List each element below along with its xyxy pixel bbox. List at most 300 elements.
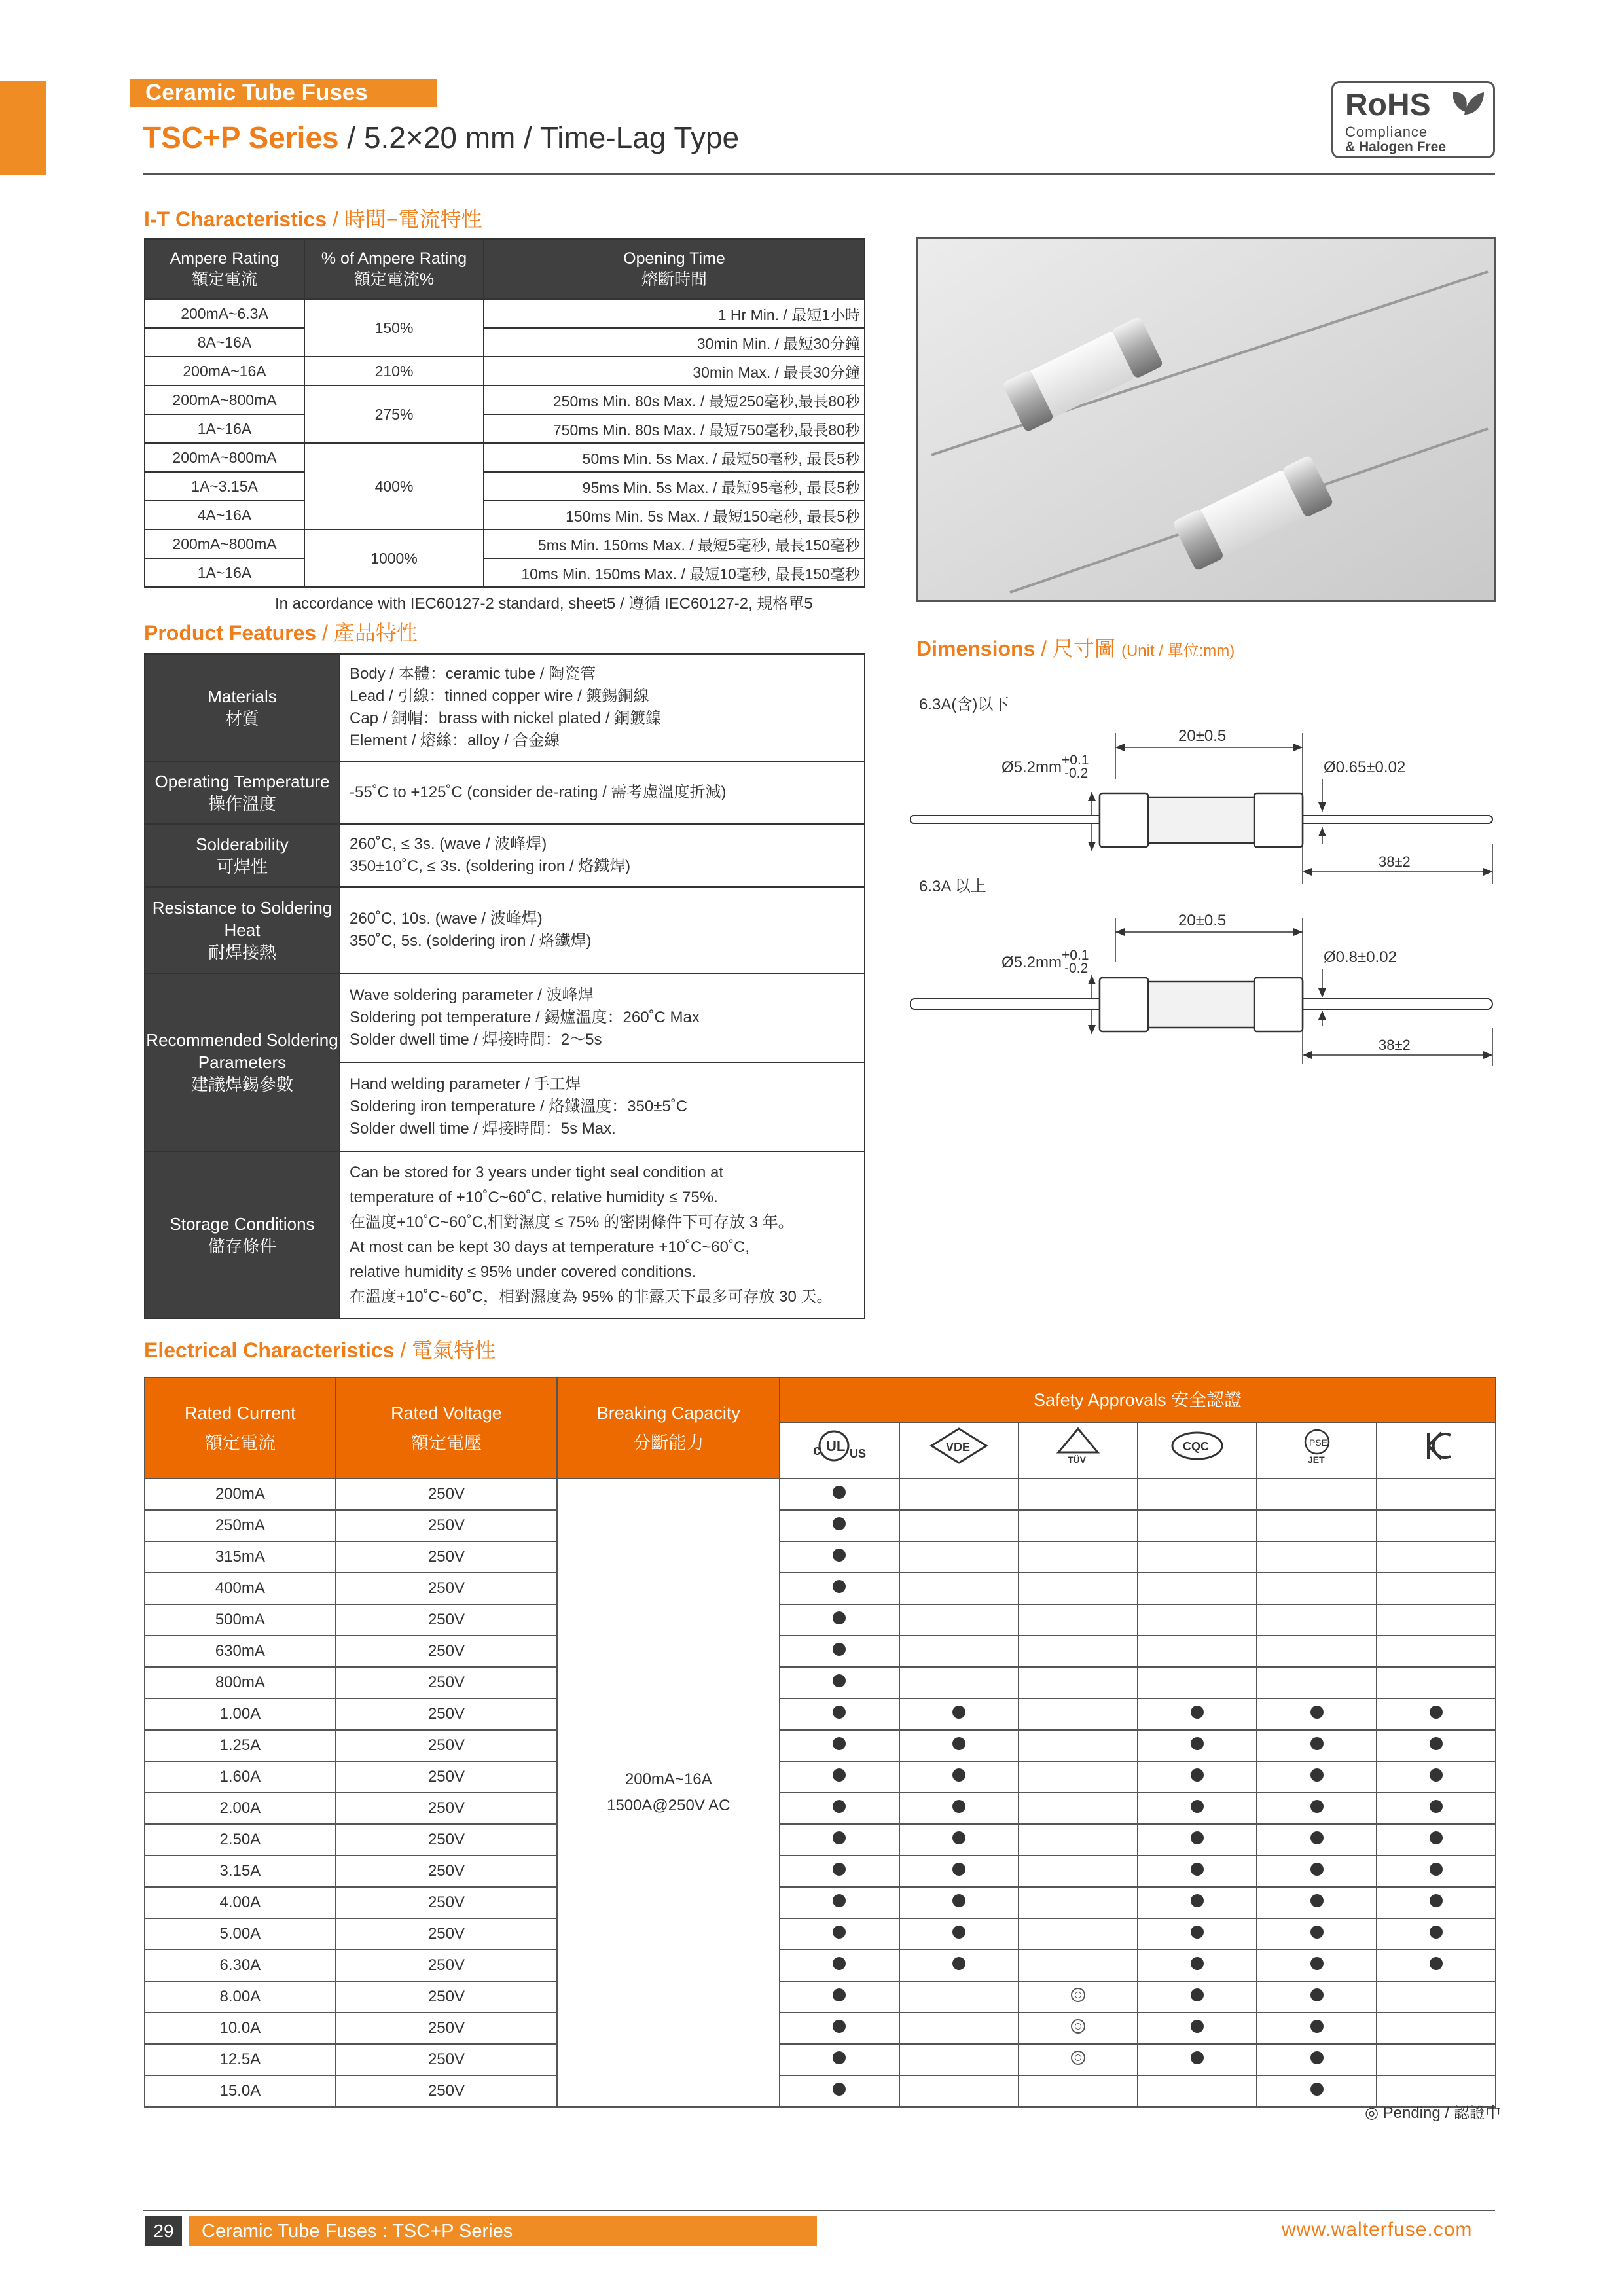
approved-dot-icon	[1191, 1894, 1204, 1907]
approval-cell	[899, 1604, 1019, 1636]
approval-cell	[1377, 1856, 1496, 1887]
approval-cell	[780, 1479, 899, 1510]
approved-dot-icon	[833, 1580, 846, 1593]
pending-icon	[1071, 2051, 1085, 2065]
svg-text:TÜV: TÜV	[1067, 1454, 1086, 1465]
approval-cell	[1019, 1479, 1138, 1510]
approval-cell	[899, 1698, 1019, 1730]
dim2-body-dia: Ø5.2mm	[1001, 954, 1062, 971]
ec-header-breaking: Breaking Capacity 分斷能力	[557, 1378, 780, 1479]
rated-current: 800mA	[145, 1667, 336, 1698]
approved-dot-icon	[1430, 1863, 1443, 1876]
approval-cell	[899, 1541, 1019, 1573]
table-row: 200mA~800mA 275% 250ms Min. 80s Max. / 最短250毫秒,最長80秒	[145, 386, 865, 414]
footer-rule	[143, 2210, 1495, 2211]
approval-cell	[780, 1541, 899, 1573]
rated-voltage: 250V	[336, 2044, 558, 2075]
approval-cell	[1019, 1856, 1138, 1887]
approved-dot-icon	[952, 1863, 965, 1876]
approval-cell	[1377, 1604, 1496, 1636]
table-row	[145, 2013, 1496, 2044]
approval-cell	[1257, 1887, 1376, 1918]
approval-cell	[1138, 1730, 1257, 1761]
approved-dot-icon	[952, 1957, 965, 1970]
rohs-badge	[1331, 81, 1495, 158]
approved-dot-icon	[833, 1486, 846, 1499]
approved-dot-icon	[1191, 1831, 1204, 1844]
rated-current: 1.60A	[145, 1761, 336, 1793]
approval-cell	[1257, 1698, 1376, 1730]
approval-cell	[1138, 1793, 1257, 1824]
table-row	[145, 2044, 1496, 2075]
approved-dot-icon	[833, 1863, 846, 1876]
approval-cell	[1377, 1667, 1496, 1698]
approved-dot-icon	[1191, 2051, 1204, 2064]
approval-cell	[1257, 1824, 1376, 1856]
table-row	[145, 1761, 1496, 1793]
approval-cell	[1019, 1761, 1138, 1793]
table-row	[145, 1981, 1496, 2013]
approval-cell	[780, 1730, 899, 1761]
approved-dot-icon	[833, 1768, 846, 1782]
approved-dot-icon	[1430, 1957, 1443, 1970]
electrical-section-title: Electrical Characteristics / 電氣特性	[144, 1338, 496, 1362]
rated-voltage: 250V	[336, 1573, 558, 1604]
rated-current: 250mA	[145, 1510, 336, 1541]
rated-current: 8.00A	[145, 1981, 336, 2013]
approved-dot-icon	[1430, 1768, 1443, 1782]
approval-cell	[1257, 1510, 1376, 1541]
approval-cell	[780, 1667, 899, 1698]
approval-cell	[1019, 1573, 1138, 1604]
approved-dot-icon	[1430, 1926, 1443, 1939]
approval-cell	[1138, 1698, 1257, 1730]
dim1-body-dia: Ø5.2mm	[1001, 759, 1062, 776]
svg-text:UL: UL	[826, 1438, 846, 1454]
pending-icon	[1071, 1988, 1085, 2002]
approval-cell	[1257, 1918, 1376, 1950]
svg-text:US: US	[850, 1447, 867, 1460]
approval-cell	[1257, 1541, 1376, 1573]
table-row: 200mA~800mA 400% 50ms Min. 5s Max. / 最短50毫秒, 最長5秒	[145, 443, 865, 472]
header-rule	[143, 173, 1495, 175]
it-section-title: I-T Characteristics / 時間−電流特性	[144, 207, 482, 231]
approval-cell	[899, 1793, 1019, 1824]
approval-cell	[1377, 2013, 1496, 2044]
approval-cell	[1257, 1793, 1376, 1824]
approval-cell	[1257, 1636, 1376, 1667]
approval-cell	[899, 2044, 1019, 2075]
approval-cell	[1377, 1950, 1496, 1981]
approval-cell	[780, 2044, 899, 2075]
product-photo	[916, 237, 1496, 602]
rated-voltage: 250V	[336, 1698, 558, 1730]
approval-cell	[1138, 1918, 1257, 1950]
approval-cell	[899, 1887, 1019, 1918]
approval-cell	[1138, 1856, 1257, 1887]
approval-cell	[899, 1918, 1019, 1950]
side-tab	[0, 81, 46, 175]
table-row	[145, 1604, 1496, 1636]
table-row: 1A~3.15A 95ms Min. 5s Max. / 最短95毫秒, 最長5秒	[145, 472, 865, 501]
cul-icon	[806, 1426, 872, 1465]
table-row: 200mA~16A 210% 30min Max. / 最長30分鐘	[145, 357, 865, 386]
approved-dot-icon	[833, 1737, 846, 1750]
features-section-title: Product Features / 產品特性	[144, 621, 418, 645]
approval-cell	[1377, 1761, 1496, 1793]
approval-cell	[899, 1479, 1019, 1510]
rated-voltage: 250V	[336, 1730, 558, 1761]
approval-cell	[1257, 1604, 1376, 1636]
table-row: Resistance to Soldering Heat 耐焊接熱 260˚C, 10s. (wave / 波峰焊) 350˚C, 5s. (soldering iron / 烙鐵焊)	[145, 887, 865, 973]
dim1-tol-minus: -0.2	[1064, 766, 1089, 781]
approved-dot-icon	[833, 2051, 846, 2064]
dim2-lead-len: 38±2	[1379, 1037, 1411, 1053]
approved-dot-icon	[1310, 2083, 1324, 2096]
approval-cell	[1019, 1793, 1138, 1824]
approval-cell	[1257, 1761, 1376, 1793]
rated-voltage: 250V	[336, 1981, 558, 2013]
rated-voltage: 250V	[336, 1793, 558, 1824]
table-row: 1A~16A 750ms Min. 80s Max. / 最短750毫秒,最長80秒	[145, 414, 865, 443]
approval-cell	[1138, 1667, 1257, 1698]
approval-cell	[780, 1573, 899, 1604]
table-row: Materials 材質 Body / 本體：ceramic tube / 陶瓷管 Lead / 引線：tinned copper wire / 鍍錫銅線 Cap / 銅帽：brass with nickel plated / 銅鍍鎳 Element / 熔絲：alloy / 合金線	[145, 654, 865, 761]
approval-cell	[899, 1761, 1019, 1793]
approved-dot-icon	[833, 1957, 846, 1970]
table-row	[145, 1918, 1496, 1950]
svg-text:PSE: PSE	[1308, 1437, 1327, 1448]
approval-cell	[780, 1761, 899, 1793]
it-note: In accordance with IEC60127-2 standard, sheet5 / 遵循 IEC60127-2, 規格單5	[275, 595, 813, 613]
approval-cell	[780, 1698, 899, 1730]
table-row: 1A~16A 10ms Min. 150ms Max. / 最短10毫秒, 最長150毫秒	[145, 558, 865, 587]
rated-voltage: 250V	[336, 1856, 558, 1887]
table-row	[145, 1667, 1496, 1698]
kc-icon	[1403, 1426, 1469, 1465]
approval-cell	[1138, 1761, 1257, 1793]
rated-current: 10.0A	[145, 2013, 336, 2044]
approval-cell	[1377, 1887, 1496, 1918]
approval-cell	[1257, 1950, 1376, 1981]
it-header-time: Opening Time 熔斷時間	[484, 239, 865, 299]
rated-current: 630mA	[145, 1636, 336, 1667]
approval-cell	[1257, 1479, 1376, 1510]
rated-current: 400mA	[145, 1573, 336, 1604]
approval-cell	[1019, 1918, 1138, 1950]
rated-current: 200mA	[145, 1479, 336, 1510]
series-subtitle: / 5.2×20 mm / Time-Lag Type	[338, 120, 740, 154]
table-row	[145, 1698, 1496, 1730]
rated-voltage: 250V	[336, 1824, 558, 1856]
approval-cell	[780, 1887, 899, 1918]
page-title	[143, 118, 739, 157]
approval-cell	[899, 1950, 1019, 1981]
approval-cell	[899, 1730, 1019, 1761]
table-row: Recommended Soldering Parameters 建議焊錫參數 Wave soldering parameter / 波峰焊 Soldering pot temperature / 錫爐溫度：260˚C Max Solder dwell time / 焊接時間：2～5s	[145, 973, 865, 1062]
approval-cell	[1377, 1510, 1496, 1541]
approved-dot-icon	[833, 1800, 846, 1813]
approval-cell	[780, 1824, 899, 1856]
table-row	[145, 1950, 1496, 1981]
approval-cell	[780, 1793, 899, 1824]
approval-cell	[1377, 1981, 1496, 2013]
approved-dot-icon	[1430, 1800, 1443, 1813]
approval-cell	[1138, 1510, 1257, 1541]
series-name: TSC+P Series	[143, 120, 339, 154]
approval-cell	[1138, 1981, 1257, 2013]
it-table	[144, 238, 865, 588]
pending-note: ◎ Pending / 認證中	[1365, 2104, 1501, 2122]
table-row	[145, 1887, 1496, 1918]
approval-cell	[1377, 1918, 1496, 1950]
rated-voltage: 250V	[336, 1636, 558, 1667]
approval-cell	[1019, 1887, 1138, 1918]
rohs-compliance: Compliance	[1345, 124, 1428, 140]
approval-cell	[1019, 1667, 1138, 1698]
approval-cell	[1138, 1636, 1257, 1667]
it-header-pct: % of Ampere Rating 額定電流%	[304, 239, 484, 299]
dim1-lead-len: 38±2	[1379, 853, 1411, 870]
table-row	[145, 1856, 1496, 1887]
vde-logo	[899, 1422, 1019, 1479]
rated-current: 2.50A	[145, 1824, 336, 1856]
approval-cell	[1019, 1698, 1138, 1730]
approval-cell	[1019, 2075, 1138, 2107]
rohs-halogen: & Halogen Free	[1345, 139, 1447, 154]
approved-dot-icon	[1191, 1737, 1204, 1750]
approved-dot-icon	[833, 1549, 846, 1562]
dim2-lead-dia: Ø0.8±0.02	[1324, 948, 1397, 966]
rated-voltage: 250V	[336, 1510, 558, 1541]
rated-voltage: 250V	[336, 1761, 558, 1793]
cqc-icon	[1164, 1426, 1230, 1465]
approval-cell	[1377, 1793, 1496, 1824]
approval-cell	[1019, 1730, 1138, 1761]
dim2-label: 6.3A 以上	[919, 878, 986, 895]
rated-voltage: 250V	[336, 1479, 558, 1510]
approved-dot-icon	[833, 1926, 846, 1939]
approval-cell	[899, 1510, 1019, 1541]
cul-logo	[780, 1422, 899, 1479]
approved-dot-icon	[833, 1611, 846, 1624]
table-row	[145, 2075, 1496, 2107]
approval-cell	[899, 1856, 1019, 1887]
rated-current: 500mA	[145, 1604, 336, 1636]
rated-current: 4.00A	[145, 1887, 336, 1918]
ec-header-safety: Safety Approvals 安全認證	[780, 1378, 1496, 1422]
approval-cell	[1377, 2044, 1496, 2075]
approval-cell	[1019, 1950, 1138, 1981]
rated-current: 315mA	[145, 1541, 336, 1573]
rated-voltage: 250V	[336, 1887, 558, 1918]
cqc-logo	[1138, 1422, 1257, 1479]
approval-cell	[1019, 1824, 1138, 1856]
approved-dot-icon	[1310, 1800, 1324, 1813]
approval-cell	[1257, 2075, 1376, 2107]
rated-current: 1.00A	[145, 1698, 336, 1730]
dim1-tol-plus: +0.1	[1062, 753, 1089, 768]
approved-dot-icon	[1191, 1957, 1204, 1970]
it-header-amp: Ampere Rating 額定電流	[145, 239, 304, 299]
approval-cell	[899, 1636, 1019, 1667]
approved-dot-icon	[1430, 1706, 1443, 1719]
approved-dot-icon	[952, 1768, 965, 1782]
table-row	[145, 1510, 1496, 1541]
approval-cell	[1019, 1604, 1138, 1636]
approved-dot-icon	[833, 1643, 846, 1656]
approval-cell	[1138, 1824, 1257, 1856]
approval-cell	[1377, 1698, 1496, 1730]
approval-cell	[1138, 1573, 1257, 1604]
approved-dot-icon	[1191, 2020, 1204, 2033]
approved-dot-icon	[1310, 2051, 1324, 2064]
rated-current: 2.00A	[145, 1793, 336, 1824]
footer-url[interactable]: www.walterfuse.com	[1282, 2219, 1473, 2240]
tuv-logo	[1019, 1422, 1138, 1479]
table-row	[145, 1541, 1496, 1573]
approval-cell	[780, 1981, 899, 2013]
approval-cell	[1257, 1856, 1376, 1887]
table-row	[145, 1793, 1496, 1824]
approval-cell	[780, 1510, 899, 1541]
approval-cell	[1138, 1479, 1257, 1510]
dim1-length: 20±0.5	[1178, 727, 1227, 745]
approval-cell	[780, 1918, 899, 1950]
approved-dot-icon	[1191, 1926, 1204, 1939]
approval-cell	[1138, 1950, 1257, 1981]
table-row	[145, 1824, 1496, 1856]
approval-cell	[1138, 2013, 1257, 2044]
rated-current: 6.30A	[145, 1950, 336, 1981]
table-row: 200mA~6.3A 150% 1 Hr Min. / 最短1小時	[145, 299, 865, 328]
approved-dot-icon	[1310, 2020, 1324, 2033]
approved-dot-icon	[1310, 1831, 1324, 1844]
features-table	[144, 653, 865, 1319]
approved-dot-icon	[952, 1706, 965, 1719]
table-row	[145, 1479, 1496, 1510]
rated-voltage: 250V	[336, 1541, 558, 1573]
approved-dot-icon	[1191, 1988, 1204, 2001]
approval-cell	[899, 1981, 1019, 2013]
approval-cell	[1019, 2044, 1138, 2075]
rated-voltage: 250V	[336, 1604, 558, 1636]
approval-cell	[899, 1824, 1019, 1856]
approved-dot-icon	[833, 2083, 846, 2096]
approval-cell	[1257, 1730, 1376, 1761]
approval-cell	[899, 1667, 1019, 1698]
table-row: Solderability 可焊性 260˚C, ≤ 3s. (wave / 波峰焊) 350±10˚C, ≤ 3s. (soldering iron / 烙鐵焊)	[145, 824, 865, 887]
dim2-length: 20±0.5	[1178, 912, 1227, 929]
approved-dot-icon	[833, 1674, 846, 1687]
approved-dot-icon	[1310, 1894, 1324, 1907]
approval-cell	[1377, 1730, 1496, 1761]
rated-voltage: 250V	[336, 2013, 558, 2044]
approval-cell	[1257, 1981, 1376, 2013]
vde-icon	[926, 1426, 992, 1465]
approved-dot-icon	[1310, 1926, 1324, 1939]
table-row: 8A~16A 30min Min. / 最短30分鐘	[145, 328, 865, 357]
approval-cell	[1138, 2044, 1257, 2075]
approved-dot-icon	[1310, 1706, 1324, 1719]
svg-text:c: c	[813, 1442, 821, 1458]
pending-icon	[1071, 2019, 1085, 2034]
ec-header-voltage: Rated Voltage 額定電壓	[336, 1378, 558, 1479]
approved-dot-icon	[833, 2020, 846, 2033]
approval-cell	[1138, 1887, 1257, 1918]
approved-dot-icon	[1191, 1863, 1204, 1876]
approval-cell	[899, 2013, 1019, 2044]
approved-dot-icon	[833, 1894, 846, 1907]
rated-current: 1.25A	[145, 1730, 336, 1761]
table-row	[145, 1636, 1496, 1667]
approved-dot-icon	[952, 1894, 965, 1907]
approved-dot-icon	[1430, 1737, 1443, 1750]
approval-cell	[1138, 1541, 1257, 1573]
approval-cell	[1377, 1541, 1496, 1573]
approval-cell	[1019, 1510, 1138, 1541]
pse-icon	[1284, 1426, 1350, 1465]
rated-voltage: 250V	[336, 1950, 558, 1981]
table-row	[145, 1730, 1496, 1761]
approval-cell	[780, 2013, 899, 2044]
rated-voltage: 250V	[336, 1667, 558, 1698]
approval-cell	[1377, 1824, 1496, 1856]
approved-dot-icon	[1430, 1831, 1443, 1844]
approved-dot-icon	[952, 1800, 965, 1813]
svg-text:CQC: CQC	[1183, 1440, 1210, 1453]
approval-cell	[1377, 1479, 1496, 1510]
approved-dot-icon	[1310, 1863, 1324, 1876]
pse-logo	[1257, 1422, 1376, 1479]
dim1-label: 6.3A(含)以下	[919, 696, 1009, 713]
approval-cell	[1019, 2013, 1138, 2044]
approved-dot-icon	[833, 1831, 846, 1844]
approved-dot-icon	[1430, 1894, 1443, 1907]
approval-cell	[1377, 1636, 1496, 1667]
approved-dot-icon	[833, 1517, 846, 1530]
tuv-icon	[1045, 1426, 1111, 1465]
approval-cell	[1019, 1636, 1138, 1667]
rated-current: 12.5A	[145, 2044, 336, 2075]
approved-dot-icon	[1310, 1988, 1324, 2001]
approval-cell	[780, 1636, 899, 1667]
approval-cell	[1257, 1573, 1376, 1604]
table-row: Hand welding parameter / 手工焊 Soldering iron temperature / 烙鐵溫度：350±5˚C Solder dwell time / 焊接時間：5s Max.	[145, 1062, 865, 1151]
approval-cell	[899, 2075, 1019, 2107]
approved-dot-icon	[1310, 1957, 1324, 1970]
rated-current: 5.00A	[145, 1918, 336, 1950]
rated-current: 15.0A	[145, 2075, 336, 2107]
table-row: Storage Conditions 儲存條件 Can be stored for 3 years under tight seal condition at temperature of +10˚C~60˚C, relative humidity ≤ 75%. 在溫度+10˚C~60˚C,相對濕度 ≤ 75% 的密閉條件下可存放 3 年。 At most can be kept 30 days at temperature +10˚C~60˚C, relative humidity ≤ 95% under covered conditions. 在溫度+10˚C~60˚C，相對濕度為 95% 的非露天下最多可存放 30 天。	[145, 1151, 865, 1319]
approved-dot-icon	[952, 1737, 965, 1750]
category-tag: Ceramic Tube Fuses	[130, 79, 437, 107]
dim2-tol-minus: -0.2	[1064, 961, 1089, 976]
table-row: Operating Temperature 操作溫度 -55˚C to +125˚C (consider de-rating / 需考慮溫度折減)	[145, 761, 865, 824]
approved-dot-icon	[1191, 1800, 1204, 1813]
svg-text:JET: JET	[1307, 1454, 1325, 1465]
table-row: 4A~16A 150ms Min. 5s Max. / 最短150毫秒, 最長5秒	[145, 501, 865, 529]
approved-dot-icon	[1191, 1768, 1204, 1782]
rohs-text: RoHS	[1345, 88, 1431, 122]
leaf-icon	[1450, 88, 1485, 121]
approval-cell	[1257, 2013, 1376, 2044]
approved-dot-icon	[1310, 1768, 1324, 1782]
approval-cell	[780, 1950, 899, 1981]
dimensions-section-title: Dimensions / 尺寸圖 (Unit / 單位:mm)	[916, 637, 1235, 660]
svg-text:VDE: VDE	[945, 1441, 970, 1454]
approval-cell	[899, 1573, 1019, 1604]
